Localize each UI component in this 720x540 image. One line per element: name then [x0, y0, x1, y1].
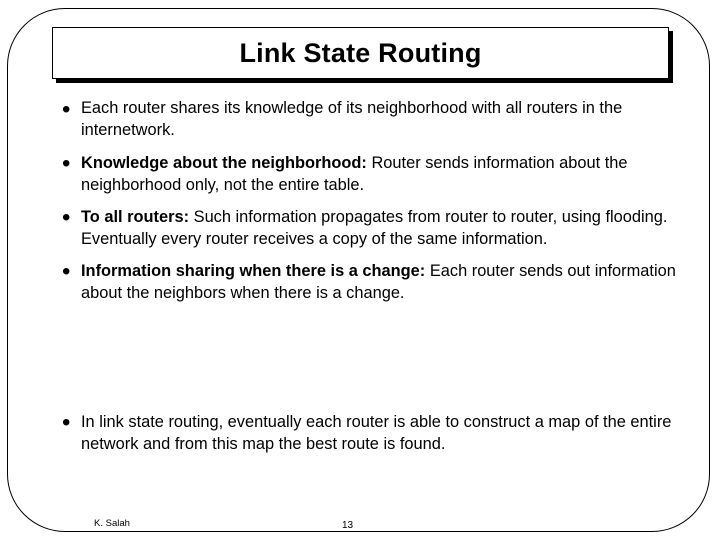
slide-title: Link State Routing	[239, 37, 482, 68]
title-box	[52, 27, 669, 79]
bullet-5-text: In link state routing, eventually each router is able to construct a map of the entire network and from this map the best route is found.	[81, 413, 672, 453]
bullet-item-1	[81, 97, 691, 141]
bullet-icon: •	[62, 150, 71, 177]
bullet-4-text: Each router sends out information about the neighbors when there is a change.	[81, 262, 676, 302]
footer-author: K. Salah	[94, 518, 130, 529]
bullet-item-3	[81, 206, 691, 250]
bullet-icon: •	[62, 258, 71, 285]
bullet-1-text: Each router shares its knowledge of its neighborhood with all routers in the internetwork.	[81, 99, 623, 139]
bullet-item-5	[81, 411, 691, 455]
bullet-3-text: Such information propagates from router to router, using flooding. Eventually every router receives a copy of the same information.	[81, 208, 668, 248]
bullet-icon: •	[62, 409, 71, 436]
bullet-2-text: Router sends information about the neighborhood only, not the entire table.	[81, 154, 628, 194]
bullet-icon: •	[62, 96, 71, 123]
bullet-item-2	[81, 152, 691, 196]
bullet-3-bold: To all routers:	[81, 208, 190, 226]
bullet-4-bold: Information sharing when there is a change:	[81, 262, 426, 280]
bullet-icon: •	[62, 204, 71, 231]
page-number: 13	[342, 520, 354, 531]
bullet-2-bold: Knowledge about the neighborhood:	[81, 154, 367, 172]
bullet-item-4	[81, 260, 691, 304]
